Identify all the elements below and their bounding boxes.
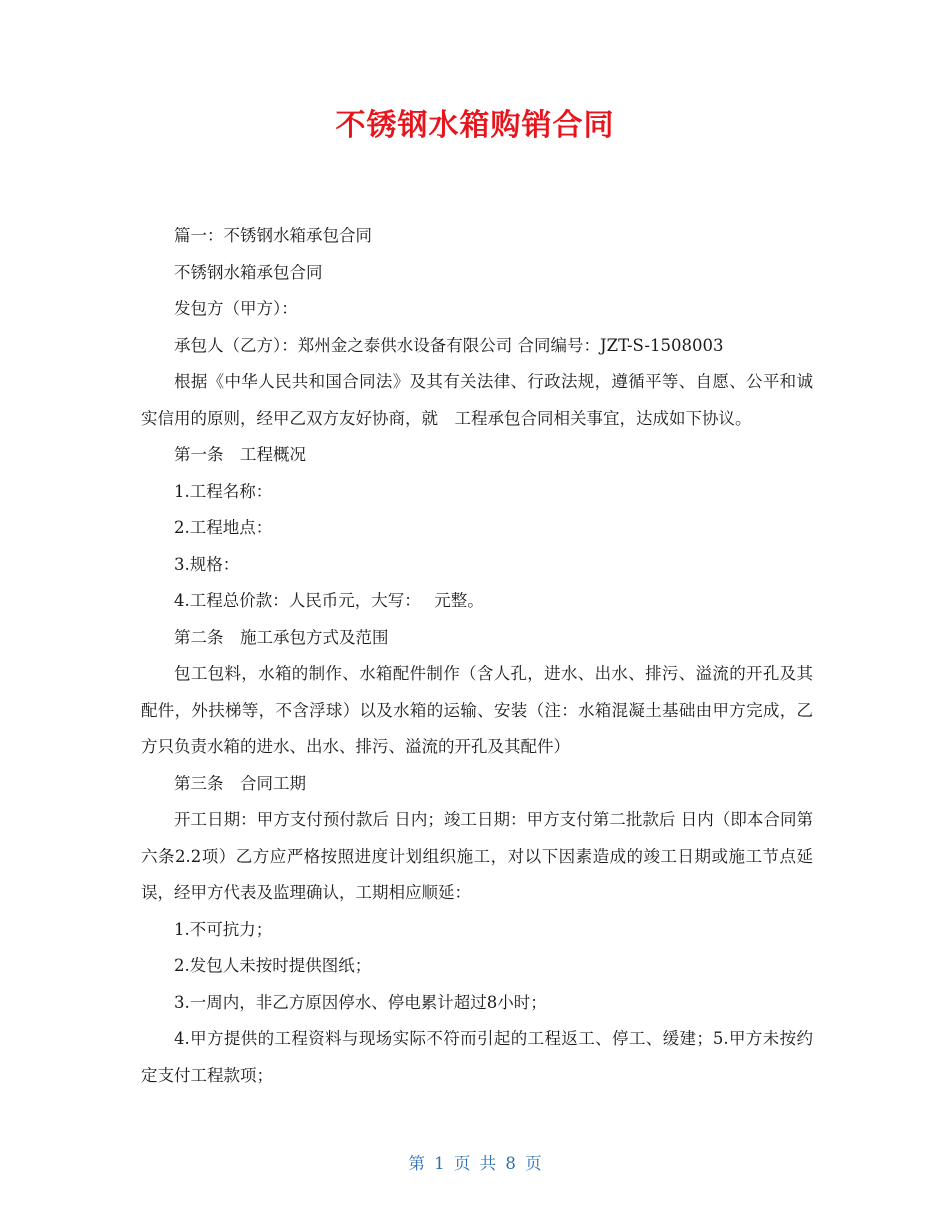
paragraph: 发包方（甲方）： <box>174 299 298 318</box>
paragraph: 包工包料，水箱的制作、水箱配件制作（含人孔，进水、出水、排污、溢流的开孔及其配件，外扶梯等，不含浮球）以及水箱的运输、安装（注：水箱混凝土基础由甲方完成，乙方只负责水箱的进水、出水、排污、溢流的开孔及其配件） <box>141 664 813 756</box>
section-heading: 第三条 合同工期 <box>174 773 306 793</box>
paragraph: 开工日期：甲方支付预付款后 日内；竣工日期：甲方支付第二批款后 日内（即本合同第六条2.2项）乙方应严格按照进度计划组织施工，对以下因素造成的竣工日期或施工节点延误，经甲方代表及监理确认，工期相应顺延： <box>141 810 813 902</box>
paragraph: 3.一周内，非乙方原因停水、停电累计超过8小时； <box>174 992 547 1012</box>
paragraph: 1.工程名称： <box>174 481 273 501</box>
paragraph: 根据《中华人民共和国合同法》及其有关法律、行政法规，遵循平等、自愿、公平和诚实信用的原则，经甲乙双方友好协商，就 工程承包合同相关事宜，达成如下协议。 <box>141 372 813 428</box>
paragraph: 2.发包人未按时提供图纸； <box>174 956 372 975</box>
section-heading: 第一条 工程概况 <box>174 445 306 464</box>
paragraph: 2.工程地点： <box>174 518 273 537</box>
section-heading: 第二条 施工承包方式及范围 <box>174 627 389 647</box>
page-footer: 第 1 页 共 8 页 <box>408 1154 542 1173</box>
paragraph: 1.不可抗力； <box>174 919 273 939</box>
paragraph: 4.甲方提供的工程资料与现场实际不符而引起的工程返工、停工、缓建；5.甲方未按约定支付工程款项； <box>141 1029 813 1085</box>
paragraph: 篇一：不锈钢水箱承包合同 <box>174 226 372 245</box>
document-body <box>141 218 813 1094</box>
document-title: 不锈钢水箱购销合同 <box>335 108 615 143</box>
paragraph: 不锈钢水箱承包合同 <box>174 262 323 282</box>
paragraph: 承包人（乙方）：郑州金之泰供水设备有限公司 合同编号：JZT-S-1508003 <box>174 335 724 355</box>
paragraph: 4.工程总价款：人民币元，大写： 元整。 <box>174 591 484 610</box>
paragraph: 3.规格： <box>174 554 240 574</box>
